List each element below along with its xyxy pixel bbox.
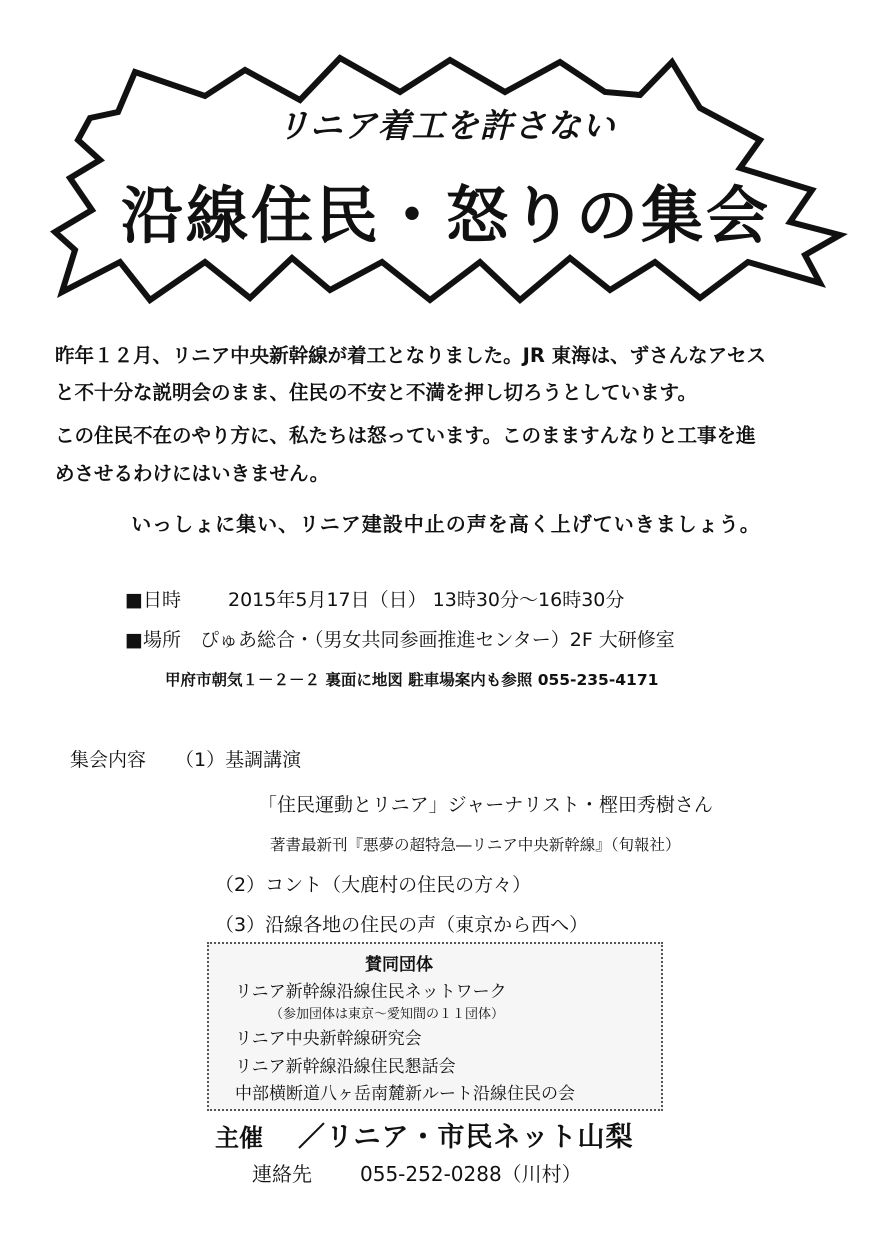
flyer-title: 沿線住民・怒りの集会 [120,179,771,252]
place-value: ぴゅあ総合・（男女共同参画推進センター）2F 大研修室 [200,629,675,651]
supporters-heading: 賛同団体 [365,955,433,975]
organizer-name-text: ／リニア・市民ネット山梨 [298,1122,634,1153]
intro-line: めさせるわけにはいきません。 [55,462,330,485]
organizer-name [298,1115,633,1154]
supporter-group: リニア新幹線沿線住民ネットワーク [235,982,507,1002]
program-item-3: （3）沿線各地の住民の声（東京から西へ） [215,914,589,936]
date-label: ■日時 [125,589,181,611]
book-note: 著書最新刊『悪夢の超特急―リニア中央新幹線』（旬報社） [270,836,681,854]
call-to-action: いっしょに集い、リニア建設中止の声を高く上げていきましょう。 [131,512,761,536]
supporter-group: 中部横断道八ヶ岳南麓新ルート沿線住民の会 [235,1084,575,1104]
date-value: 2015年5月17日（日） 13時30分～16時30分 [228,589,625,611]
supporter-group: リニア中央新幹線研究会 [235,1029,422,1049]
program-heading: 集会内容 [70,749,147,771]
intro-line: と不十分な説明会のまま、住民の不安と不満を押し切ろうとしています。 [55,381,697,404]
organizer-label: 主催 [215,1124,263,1152]
keynote-speaker: 「住民運動とリニア」ジャーナリスト・樫田秀樹さん [258,794,713,816]
address: 甲府市朝気１－２－２ 裏面に地図 駐車場案内も参照 055-235-4171 [165,671,659,689]
flyer-subtitle: リニア着工を許さない [276,106,616,145]
program-item-1: （1）基調講演 [175,749,302,771]
burst-frame [0,0,892,330]
intro-line: この住民不在のやり方に、私たちは怒っています。このまますんなりと工事を進 [55,424,756,447]
place-label: ■場所 [125,629,181,651]
supporter-group: リニア新幹線沿線住民懇話会 [235,1057,456,1077]
contact-label: 連絡先 [252,1162,312,1186]
contact-phone: 055-252-0288（川村） [360,1162,582,1186]
supporter-note: （参加団体は東京～愛知間の１１団体） [270,1007,505,1022]
intro-line: 昨年１２月、リニア中央新幹線が着工となりました。JR 東海は、ずさんなアセス [55,344,766,367]
program-item-2: （2）コント（大鹿村の住民の方々） [215,874,532,896]
